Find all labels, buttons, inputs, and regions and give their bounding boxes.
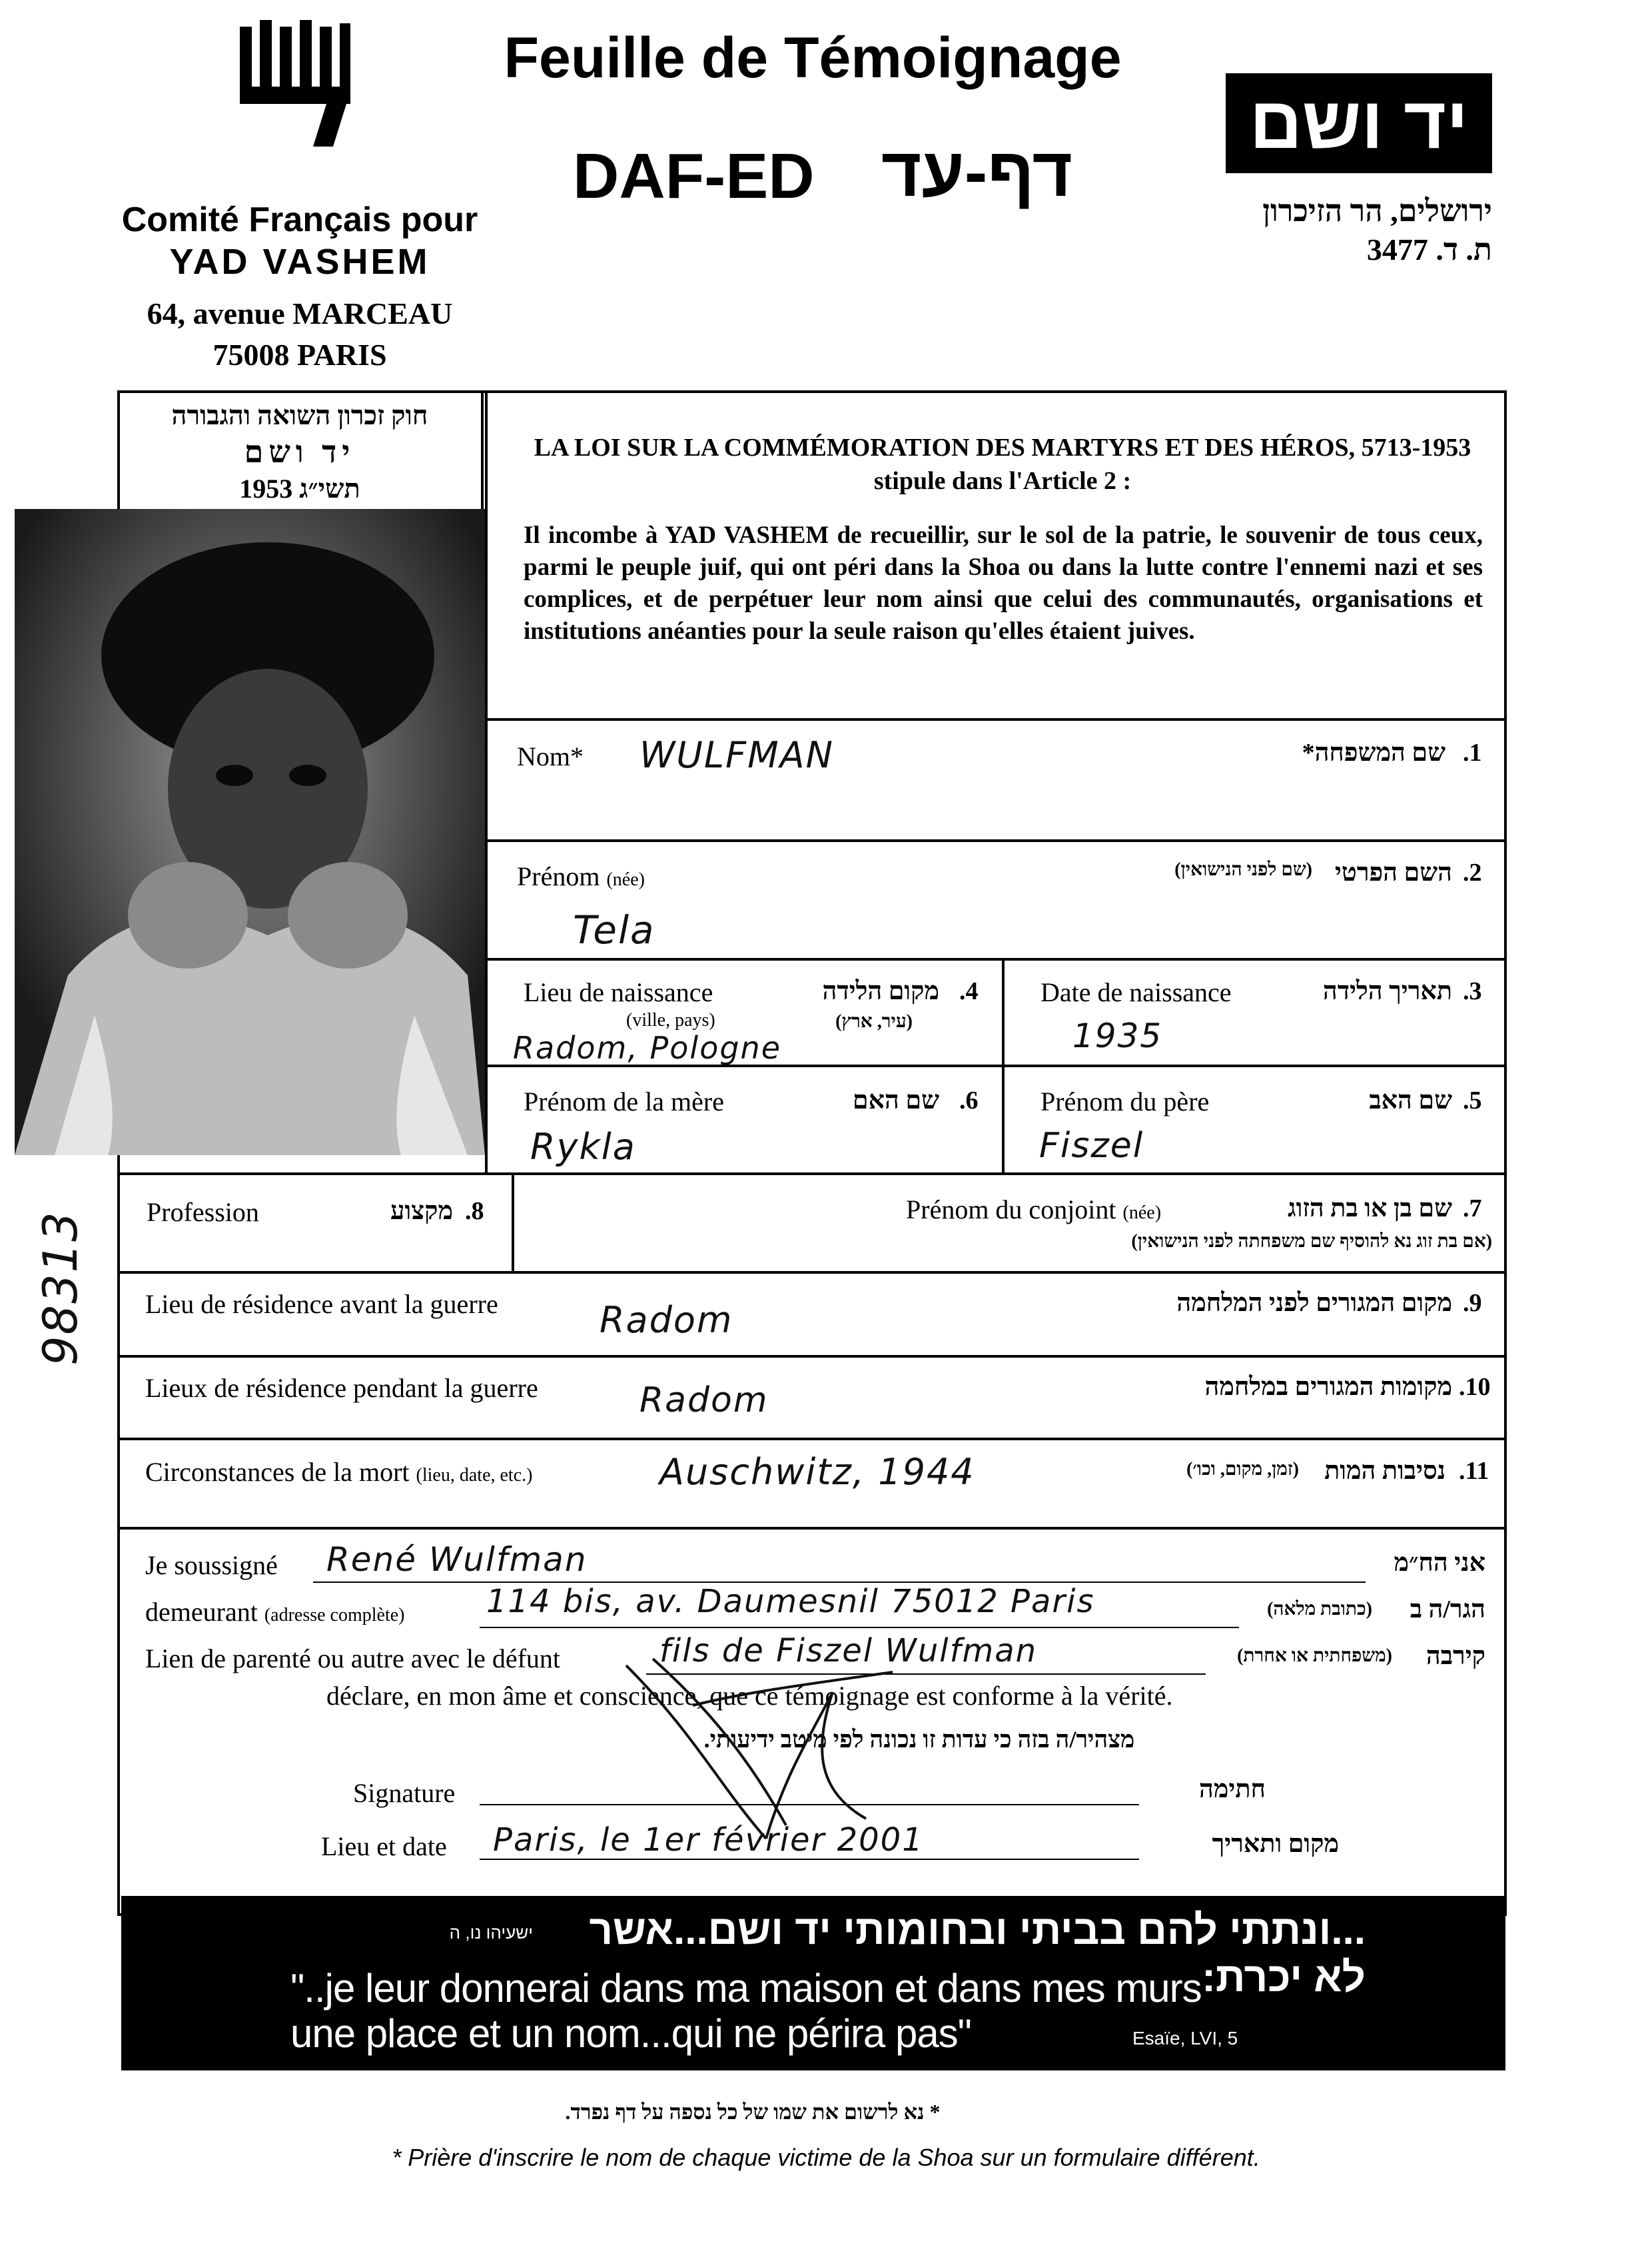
residence-avant-hebrew: מקום המגורים לפני המלחמה: [1176, 1289, 1452, 1317]
law-hebrew-line1: חוק זכרון השואה והגבורה: [171, 400, 428, 430]
lien-hebrew-small: (משפחתית או אחרת): [1237, 1645, 1392, 1666]
address-line1: 64, avenue MARCEAU: [147, 296, 453, 330]
law-title: LA LOI SUR LA COMMÉMORATION DES MARTYRS ET DES HÉROS, 5713-1953: [534, 434, 1471, 462]
banner-french-line2: une place et un nom...qui ne périra pas": [290, 2011, 971, 2056]
soussigne-hebrew: אני הח״מ: [1394, 1549, 1485, 1577]
jerusalem-line2: ת. ד. 3477: [1366, 232, 1492, 266]
yad-vashem-menorah-icon: [226, 13, 366, 153]
conjoint-num: .7: [1463, 1194, 1482, 1222]
lien-label: Lien de parenté ou autre avec le défunt: [145, 1643, 561, 1673]
demeurant-value[interactable]: 114 bis, av. Daumesnil 75012 Paris: [486, 1583, 1095, 1620]
prenom-hebrew-small: (שם לפני הנישואין): [1174, 859, 1312, 880]
footer-french: * Prière d'inscrire le nom de chaque victime de la Shoa sur un formulaire différent.: [392, 2144, 1260, 2171]
divider-nom-bottom: [485, 839, 1507, 842]
lieu-date-label: Lieu et date: [321, 1831, 447, 1861]
date-naissance-value[interactable]: 1935: [1072, 1017, 1163, 1055]
lieu-naissance-value[interactable]: Radom, Pologne: [513, 1030, 782, 1066]
mort-num: .11: [1459, 1457, 1489, 1485]
child-portrait-image: [15, 509, 485, 1155]
conjoint-hebrew-small: (אם בת זוג נא להוסיף שם משפחתה לפני הנישואין): [1131, 1231, 1492, 1252]
lieu-naissance-num: .4: [959, 977, 979, 1005]
residence-pendant-label: Lieux de résidence pendant la guerre: [145, 1373, 538, 1403]
signature-hebrew: חתימה: [1198, 1775, 1266, 1803]
divider-mort-bottom: [117, 1527, 1507, 1530]
lien-hebrew: קירבה: [1426, 1642, 1485, 1670]
lieu-naissance-hebrew: מקום הלידה: [822, 977, 939, 1005]
conjoint-label-small: (née): [1122, 1202, 1162, 1223]
prenom-hebrew: השם הפרטי: [1334, 859, 1452, 887]
divider-parents-bottom: [117, 1172, 1507, 1175]
mort-value[interactable]: Auschwitz, 1944: [659, 1451, 975, 1493]
law-hebrew-line3: תשי״ג 1953: [239, 474, 360, 504]
prenom-pere-num: .5: [1463, 1087, 1482, 1115]
lieu-naissance-label-small: (ville, pays): [626, 1010, 715, 1031]
victim-photo: [15, 509, 485, 1155]
lien-value[interactable]: fils de Fiszel Wulfman: [659, 1632, 1038, 1669]
residence-pendant-value[interactable]: Radom: [639, 1380, 769, 1420]
mort-label-small: (lieu, date, etc.): [416, 1465, 533, 1486]
banner-french-ref: Esaïe, LVI, 5: [1132, 2028, 1238, 2048]
lieu-date-value[interactable]: Paris, le 1er février 2001: [493, 1821, 924, 1859]
date-naissance-hebrew: תאריך הלידה: [1322, 977, 1452, 1005]
conjoint-hebrew: שם בן או בת הזוג: [1288, 1194, 1452, 1222]
date-naissance-label: Date de naissance: [1040, 977, 1232, 1007]
profession-label: Profession: [147, 1197, 259, 1227]
prenom-pere-value[interactable]: Fiszel: [1039, 1126, 1144, 1166]
demeurant-label: demeurant: [145, 1597, 258, 1627]
prenom-label-small: (née): [606, 869, 645, 890]
yad-vashem-logo: [1226, 73, 1492, 173]
banner-hebrew-ref: ישעיהו נו, ה: [449, 1923, 533, 1943]
lieu-naissance-hebrew-small: (עיר, ארץ): [835, 1011, 913, 1032]
demeurant-underline: [480, 1627, 1239, 1628]
nom-hebrew: שם המשפחה*: [1302, 739, 1446, 767]
divider-profession-bottom: [117, 1271, 1507, 1274]
jerusalem-line1: ירושלים, הר הזיכרון: [1262, 194, 1492, 228]
nom-value[interactable]: WULFMAN: [639, 734, 834, 776]
prenom-pere-label: Prénom du père: [1040, 1087, 1210, 1117]
mort-label: Circonstances de la mort: [145, 1457, 410, 1487]
banner-hebrew: ...ונתתי להם בביתי ובחומותי יד ושם...אשר לא יכרת:: [589, 1907, 1366, 2001]
divider-res-avant-bottom: [117, 1355, 1507, 1358]
prenom-mere-num: .6: [959, 1087, 979, 1115]
footer-hebrew: * נא לרשום את שמו של כל נספה על דף נפרד.: [565, 2100, 941, 2124]
daf-ed-hebrew: דף-עד: [881, 134, 1072, 211]
address-line2: 75008 PARIS: [212, 338, 387, 372]
divider-prenom-bottom: [485, 958, 1507, 961]
prenom-mere-label: Prénom de la mère: [524, 1087, 724, 1117]
mort-hebrew-small: (זמן, מקום, וכו׳): [1186, 1459, 1299, 1480]
prenom-pere-hebrew: שם האב: [1369, 1087, 1452, 1115]
residence-pendant-hebrew: מקומות המגורים במלחמה: [1204, 1373, 1452, 1401]
signature-label: Signature: [353, 1778, 456, 1808]
date-naissance-num: .3: [1463, 977, 1482, 1005]
vertical-divider-left: [485, 390, 488, 1172]
lieu-date-hebrew: מקום ותאריך: [1212, 1830, 1339, 1858]
divider-law-bottom: [485, 718, 1507, 721]
nom-num: .1: [1463, 739, 1482, 767]
lieu-naissance-label: Lieu de naissance: [524, 977, 713, 1007]
prenom-num: .2: [1463, 859, 1482, 887]
profession-value-field[interactable]: [160, 1232, 493, 1259]
residence-avant-label: Lieu de résidence avant la guerre: [145, 1289, 498, 1319]
demeurant-label-small: (adresse complète): [264, 1605, 405, 1625]
prenom-mere-value[interactable]: Rykla: [530, 1126, 636, 1168]
law-hebrew-line2: יד ושם: [244, 435, 356, 469]
law-body: Il incombe à YAD VASHEM de recueillir, sur le sol de la patrie, le souvenir de tous ceux, parmi le peuple juif, qui ont péri dans la Shoa ou dans la lutte contre l'ennemi nazi et ses complices, et de perpétuer leur nom ainsi que celui des communautés, organisations et institutions anéanties pour la seule raison qu'elles étaient juives.: [524, 522, 1483, 645]
yad-vashem-logo-text: יד ושם: [1249, 82, 1469, 164]
prenom-mere-hebrew: שם האם: [852, 1087, 939, 1115]
declare-hebrew: מצהיר/ה בזה כי עדות זו נכונה לפי מיטב ידיעותי.: [703, 1726, 1135, 1753]
demeurant-hebrew: הגר/ה ב: [1410, 1595, 1485, 1623]
banner-french-line1: "..je leur donnerai dans ma maison et dans mes murs: [290, 1966, 1202, 2011]
residence-avant-num: .9: [1463, 1289, 1482, 1317]
side-reference-number: 98313: [33, 1210, 88, 1366]
committee-line1: Comité Français pour: [121, 201, 478, 239]
daf-ed-latin: DAF-ED: [573, 141, 815, 212]
nom-label: Nom*: [517, 741, 584, 771]
demeurant-hebrew-small: (כתובת מלאה): [1267, 1599, 1372, 1619]
prenom-value[interactable]: Tela: [573, 907, 655, 953]
profession-hebrew: מקצוע: [390, 1197, 453, 1225]
prenom-label: Prénom: [517, 861, 600, 891]
declare-text: déclare, en mon âme et conscience, que ce témoignage est conforme à la vérité.: [326, 1681, 1173, 1711]
mort-hebrew: נסיבות המות: [1324, 1457, 1446, 1485]
residence-pendant-num: .10: [1459, 1373, 1491, 1401]
profession-num: .8: [465, 1197, 484, 1225]
residence-avant-value[interactable]: Radom: [600, 1299, 733, 1341]
committee-line2: YAD VASHEM: [169, 242, 430, 282]
divider-res-pendant-bottom: [117, 1438, 1507, 1440]
lieu-date-underline: [480, 1859, 1139, 1860]
soussigne-value[interactable]: René Wulfman: [326, 1540, 588, 1579]
soussigne-label: Je soussigné: [145, 1550, 278, 1580]
conjoint-label: Prénom du conjoint: [906, 1194, 1116, 1224]
page-title: Feuille de Témoignage: [504, 26, 1122, 90]
conjoint-value-field[interactable]: [533, 1226, 933, 1252]
law-subtitle: stipule dans l'Article 2 :: [873, 467, 1132, 495]
vertical-divider-profession: [512, 1172, 514, 1274]
